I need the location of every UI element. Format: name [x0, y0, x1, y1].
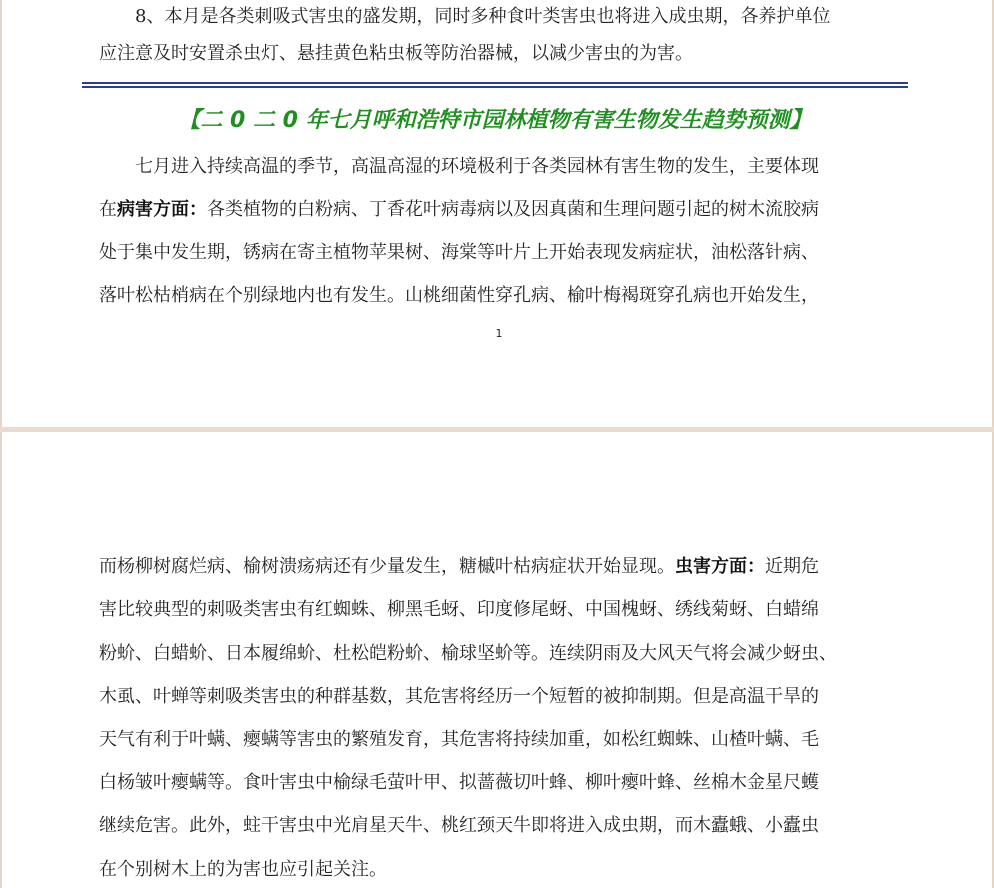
body-text-line: 害比较典型的刺吸类害虫有红蜘蛛、柳黑毛蚜、印度修尾蚜、中国槐蚜、绣线菊蚜、白蜡绵 [99, 599, 819, 620]
text-run: 各类植物的白粉病、丁香花叶病毒病以及因真菌和生理问题引起的树木流胶病 [207, 199, 819, 220]
body-text-line: 粉蚧、白蜡蚧、日本履绵蚧、杜松皑粉蚧、榆球坚蚧等。连续阴雨及大风天气将会减少蚜虫、 [99, 643, 837, 664]
body-text-line: 木虱、叶蝉等刺吸类害虫的种群基数，其危害将经历一个短暂的被抑制期。但是高温干旱的 [99, 686, 819, 707]
body-text-line: 七月进入持续高温的季节，高温高湿的环境极利于各类园林有害生物的发生，主要体现 [99, 156, 819, 177]
body-text-line: 处于集中发生期，锈病在寄主植物苹果树、海棠等叶片上开始表现发病症状，油松落针病、 [99, 242, 819, 263]
body-text-line: 应注意及时安置杀虫灯、悬挂黄色粘虫板等防治器械，以减少害虫的为害。 [99, 43, 693, 64]
body-text-line: 在个别树木上的为害也应引起关注。 [99, 859, 387, 880]
page-number: 1 [495, 327, 503, 340]
text-run: 在 [99, 199, 117, 220]
document-page-1 [0, 0, 994, 427]
body-text-line [99, 198, 901, 222]
pest-section-label: 虫害方面： [675, 556, 765, 577]
body-text-line: 8、本月是各类刺吸式害虫的盛发期，同时多种食叶类害虫也将进入成虫期，各养护单位 [99, 6, 831, 27]
body-text-line [99, 555, 901, 579]
document-page-2 [0, 432, 994, 888]
section-heading: 【二 0 二 0 年七月呼和浩特市园林植物有害生物发生趋势预测】 [178, 108, 812, 133]
body-text-line: 白杨皱叶瘿螨等。食叶害虫中榆绿毛萤叶甲、拟蔷薇切叶蜂、柳叶瘿叶蜂、丝棉木金星尺蠖 [99, 772, 819, 793]
body-text-line: 落叶松枯梢病在个别绿地内也有发生。山桃细菌性穿孔病、榆叶梅褐斑穿孔病也开始发生， [99, 285, 819, 306]
body-text-line: 继续危害。此外，蛀干害虫中光肩星天牛、桃红颈天牛即将进入成虫期，而木蠹蛾、小蠹虫 [99, 815, 819, 836]
text-run: 而杨柳树腐烂病、榆树溃疡病还有少量发生，糖槭叶枯病症状开始显现。 [99, 556, 675, 577]
body-text-line: 天气有利于叶螨、瘿螨等害虫的繁殖发育，其危害将持续加重，如松红蜘蛛、山楂叶螨、毛 [99, 729, 819, 750]
disease-section-label: 病害方面： [117, 199, 207, 220]
section-divider-bottom [82, 86, 908, 88]
section-divider-top [82, 82, 908, 84]
text-run: 近期危 [765, 556, 819, 577]
